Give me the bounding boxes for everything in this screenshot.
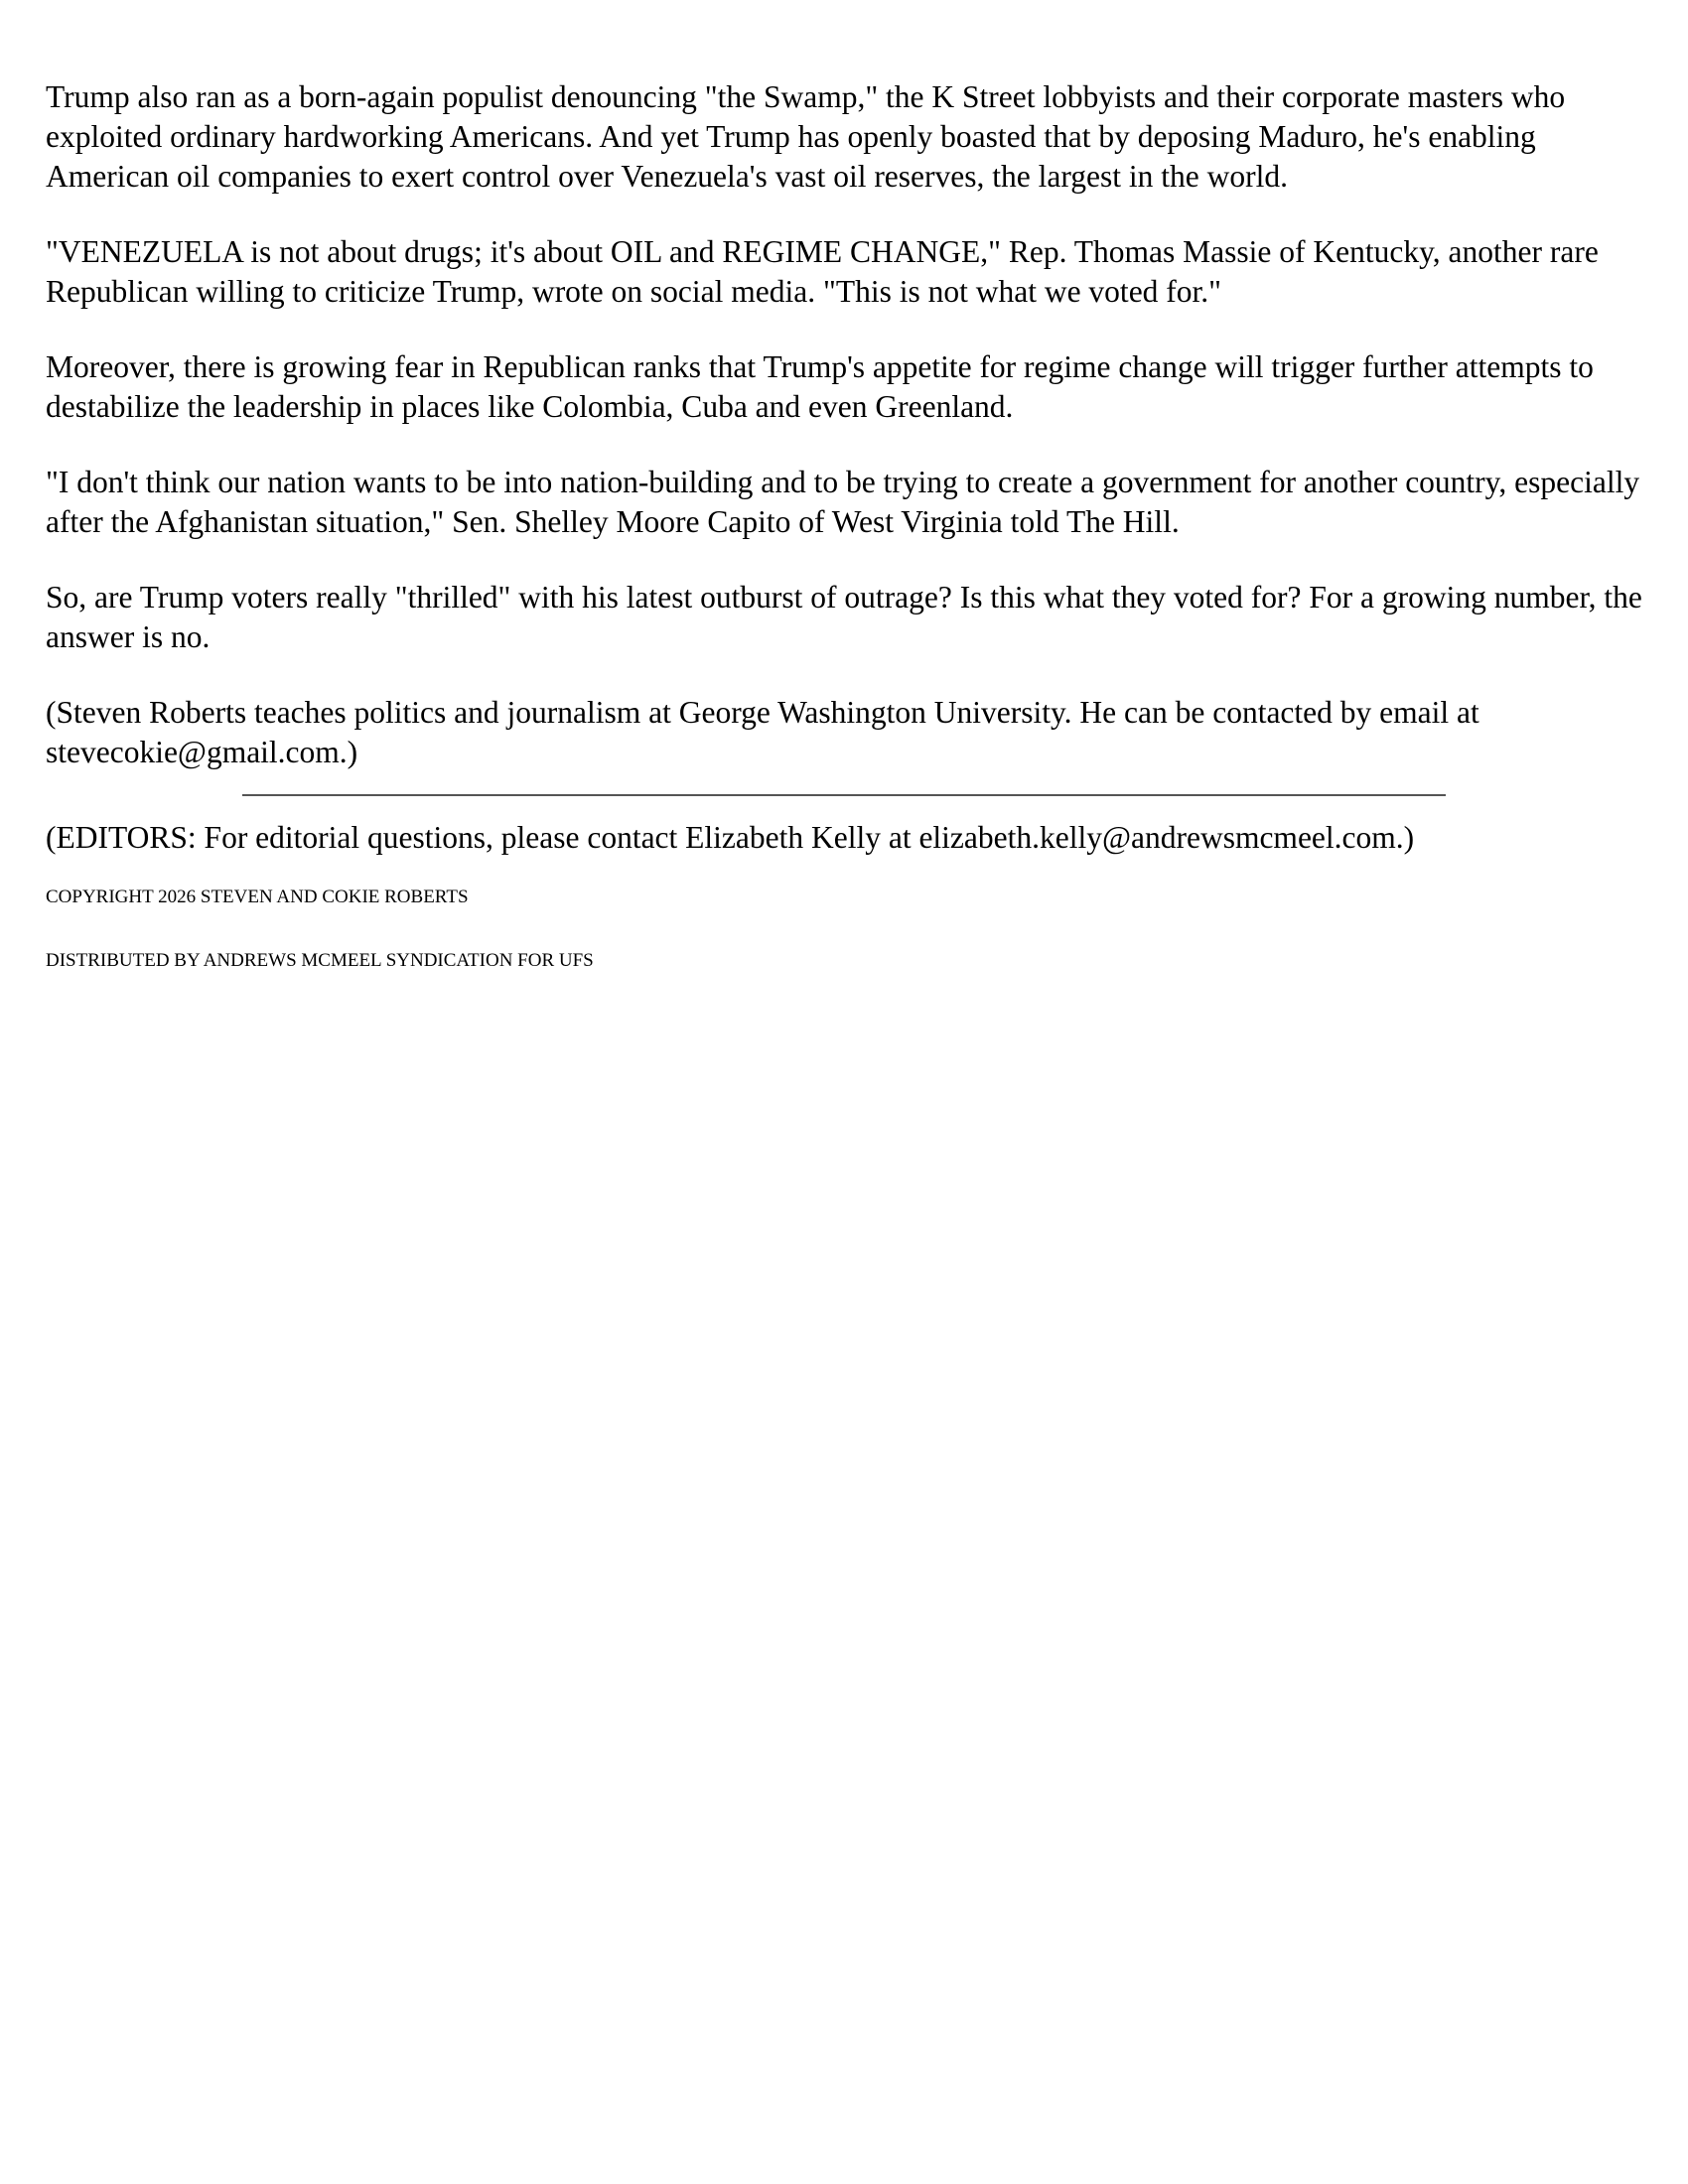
horizontal-divider	[242, 794, 1446, 796]
distribution-line: DISTRIBUTED BY ANDREWS MCMEEL SYNDICATION FOR UFS	[46, 950, 594, 971]
article-paragraph-4: "I don't think our nation wants to be into nation-building and to be trying to create a government for another country, especially after the Afghanistan situation," Sen. Shelley Moore Capito of West Virginia told The Hill.	[46, 465, 1640, 539]
article-paragraph-1: Trump also ran as a born-again populist denouncing "the Swamp," the K Street lobbyists and their corporate masters who exploited ordinary hardworking Americans. And yet Trump has openly boasted that by deposing Maduro, he's enabling American oil companies to exert control over Venezuela's vast oil reserves, the largest in the world.	[46, 79, 1566, 194]
document-page	[46, 77, 1644, 1013]
article-paragraph-2: "VENEZUELA is not about drugs; it's about OIL and REGIME CHANGE," Rep. Thomas Massie of Kentucky, another rare Republican willing to criticize Trump, wrote on social media. "This is not what we voted for."	[46, 234, 1599, 309]
editors-note: (EDITORS: For editorial questions, please contact Elizabeth Kelly at elizabeth.kelly@andrewsmcmeel.com.)	[46, 820, 1415, 855]
copyright-line: COPYRIGHT 2026 STEVEN AND COKIE ROBERTS	[46, 887, 469, 907]
article-paragraph-5: So, are Trump voters really "thrilled" with his latest outburst of outrage? Is this what they voted for? For a growing number, the answer is no.	[46, 580, 1642, 654]
author-bio-paragraph: (Steven Roberts teaches politics and journalism at George Washington University. He can be contacted by email at stevecokie@gmail.com.)	[46, 695, 1479, 769]
article-paragraph-3: Moreover, there is growing fear in Republican ranks that Trump's appetite for regime change will trigger further attempts to destabilize the leadership in places like Colombia, Cuba and even Greenland.	[46, 349, 1594, 424]
